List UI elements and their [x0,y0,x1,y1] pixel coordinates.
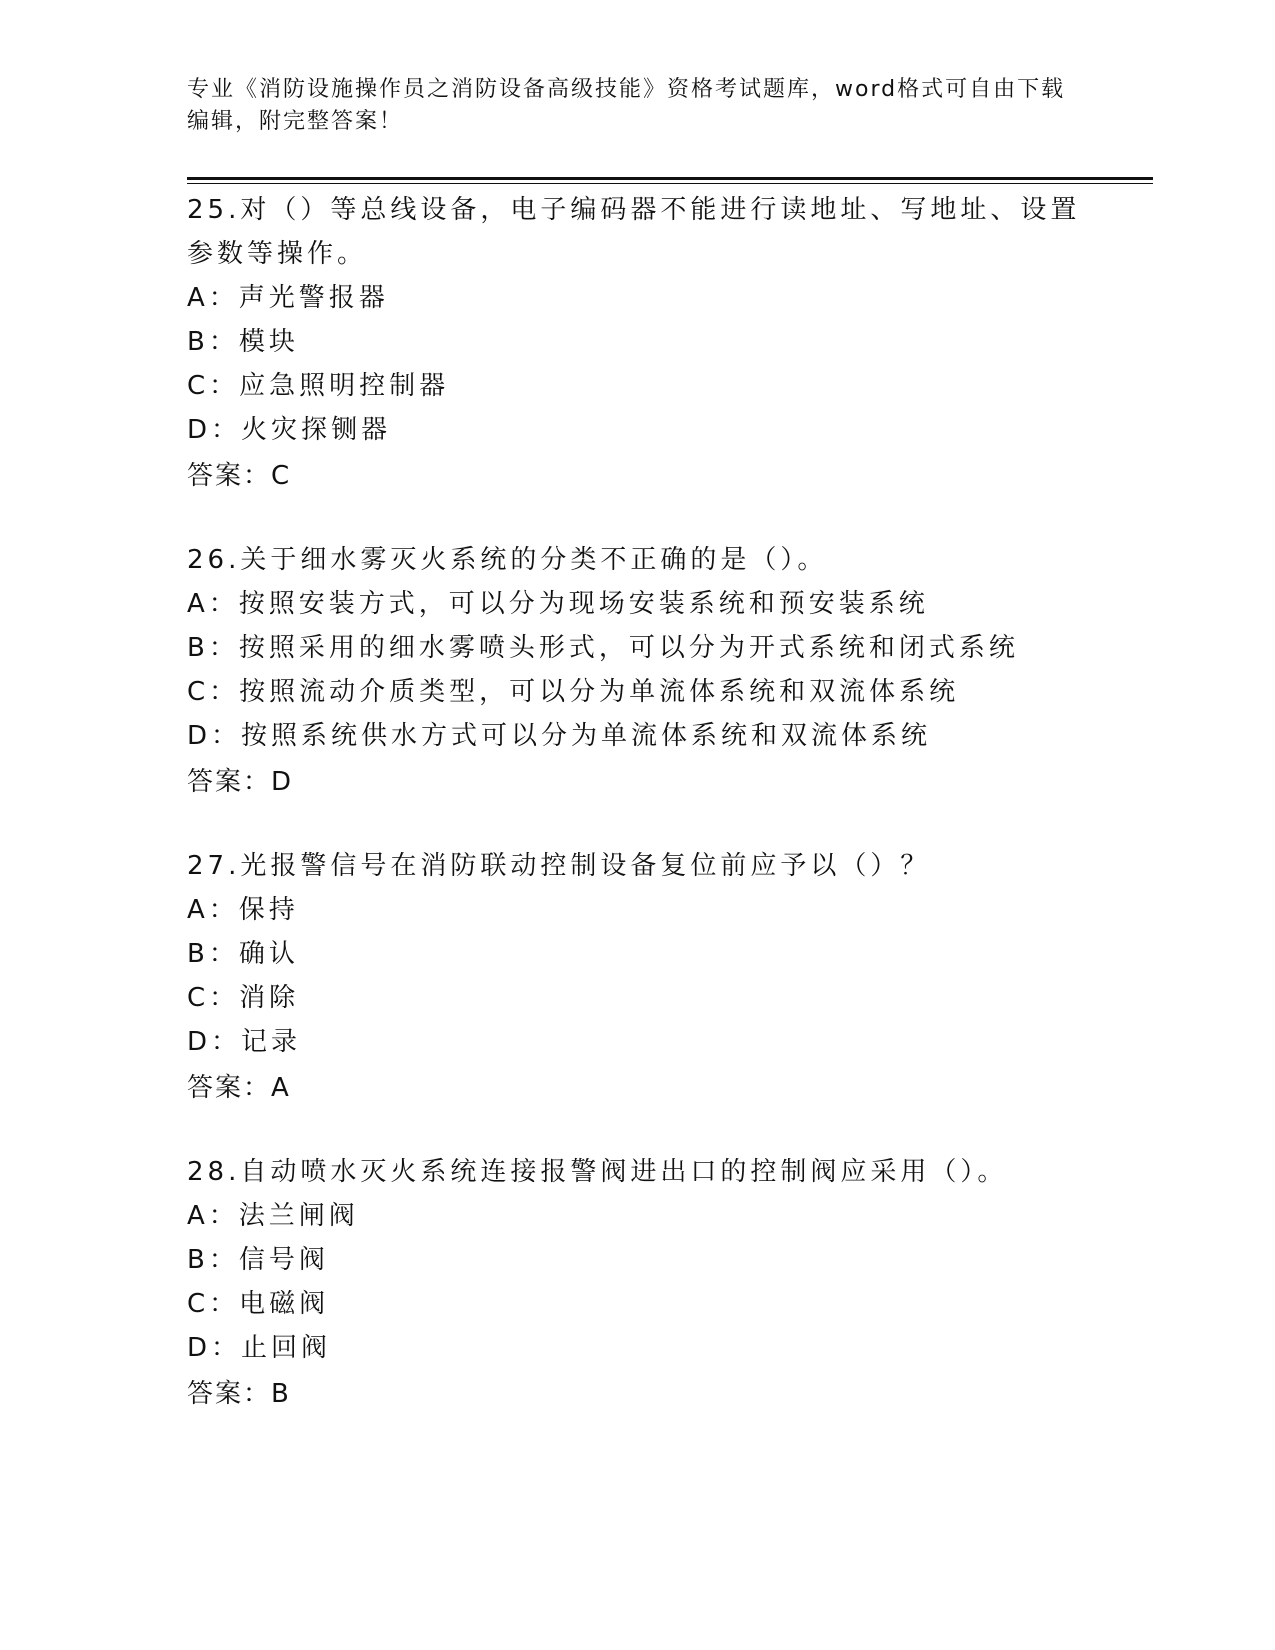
question-item-25 [187,188,1087,500]
option-c: C：电磁阀 [187,1289,330,1319]
answer-line: 答案：D [187,767,294,797]
option-a: A：按照安装方式，可以分为现场安装系统和预安装系统 [187,589,929,619]
option-b: B：信号阀 [187,1245,329,1275]
question-stem: 28.自动喷水灭火系统连接报警阀进出口的控制阀应采用（）。 [187,1157,1008,1187]
header-divider-thick [187,177,1153,180]
question-item-27 [187,844,1087,1112]
answer-line: 答案：C [187,461,292,491]
option-b: B：模块 [187,327,299,357]
question-list [187,188,1087,1418]
option-c: C：应急照明控制器 [187,371,450,401]
question-stem: 25.对（）等总线设备，电子编码器不能进行读地址、写地址、设置参数等操作。 [187,195,1081,269]
option-c: C：消除 [187,983,300,1013]
option-b: B：确认 [187,939,299,969]
option-a: A：声光警报器 [187,283,389,313]
answer-line: 答案：B [187,1379,291,1409]
question-item-28 [187,1150,1087,1418]
option-b: B：按照采用的细水雾喷头形式，可以分为开式系统和闭式系统 [187,633,1019,663]
option-a: A：保持 [187,895,299,925]
question-stem: 27.光报警信号在消防联动控制设备复位前应予以（）？ [187,851,931,881]
question-item-26 [187,538,1087,806]
option-d: D：记录 [187,1027,302,1057]
option-d: D：止回阀 [187,1333,332,1363]
option-d: D：按照系统供水方式可以分为单流体系统和双流体系统 [187,721,932,751]
option-a: A：法兰闸阀 [187,1201,359,1231]
option-c: C：按照流动介质类型，可以分为单流体系统和双流体系统 [187,677,960,707]
header-divider-thin [187,183,1153,184]
answer-line: 答案：A [187,1073,291,1103]
option-d: D：火灾探铡器 [187,415,392,445]
document-header [187,74,1087,138]
question-stem: 26.关于细水雾灭火系统的分类不正确的是（）。 [187,545,828,575]
header-intro-text: 专业《消防设施操作员之消防设备高级技能》资格考试题库，word格式可自由下载编辑，附完整答案！ [187,77,1066,134]
